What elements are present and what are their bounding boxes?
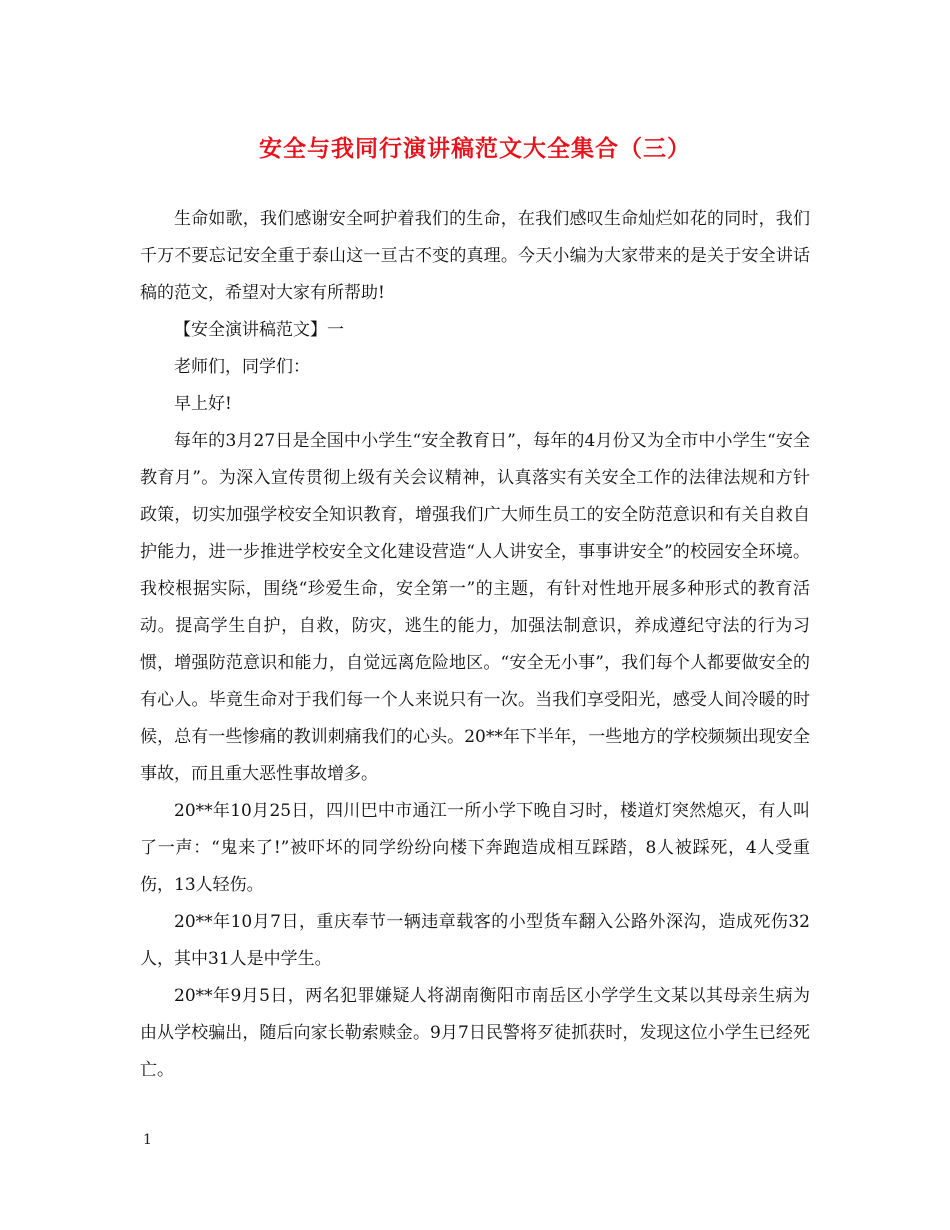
body-paragraph: 每年的3月27日是全国中小学生“安全教育日”，每年的4月份又为全市中小学生“安全教育月”。为深入宣传贯彻上级有关会议精神，认真落实有关安全工作的法律法规和方针政策，切实加强学校安全知识教育，增强我们广大师生员工的安全防范意识和有关自救自护能力，进一步推进学校安全文化建设营造“人人讲安全，事事讲安全”的校园安全环境。我校根据实际，围绕“珍爱生命，安全第一”的主题，有针对性地开展多种形式的教育活动。提高学生自护，自救，防灾，逃生的能力，加强法制意识，养成遵纪守法的行为习惯，增强防范意识和能力，自觉远离危险地区。“安全无小事”，我们每个人都要做安全的有心人。毕竟生命对于我们每一个人来说只有一次。当我们享受阳光，感受人间冷暖的时候，总有一些惨痛的教训刺痛我们的心头。20**年下半年，一些地方的学校频频出现安全事故，而且重大恶性事故增多。 [140,431,810,784]
incident-paragraph: 20**年9月5日，两名犯罪嫌疑人将湖南衡阳市南岳区小学学生文某以其母亲生病为由从学校骗出，随后向家长勒索赎金。9月7日民警将歹徒抓获时，发现这位小学生已经死亡。 [140,986,810,1080]
salutation: 老师们，同学们： [174,357,310,377]
document-title: 安全与我同行演讲稿范文大全集合（三） [259,136,691,162]
incident-paragraph: 20**年10月7日，重庆奉节一辆违章载客的小型货车翻入公路外深沟，造成死伤32人，其中31人是中学生。 [140,912,810,969]
section-heading: 【安全演讲稿范文】一 [174,320,344,340]
intro-paragraph: 生命如歌，我们感谢安全呵护着我们的生命，在我们感叹生命灿烂如花的同时，我们千万不要忘记安全重于泰山这一亘古不变的真理。今天小编为大家带来的是关于安全讲话稿的范文，希望对大家有所帮助! [140,209,810,303]
greeting: 早上好! [174,394,232,414]
incident-paragraph: 20**年10月25日，四川巴中市通江一所小学下晚自习时，楼道灯突然熄灭，有人叫了一声：“鬼来了!”被吓坏的同学纷纷向楼下奔跑造成相互踩踏，8人被踩死，4人受重伤，13人轻伤。 [140,801,810,895]
document-body [140,201,810,1089]
page-number: 1 [143,1132,152,1148]
